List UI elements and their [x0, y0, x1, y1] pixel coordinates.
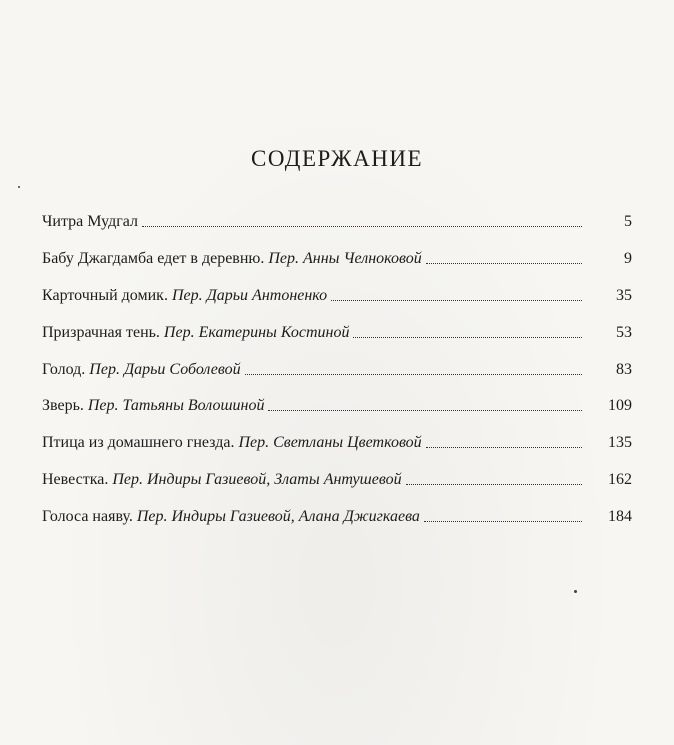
dot-leader: [424, 507, 582, 522]
page-number: 53: [616, 323, 632, 341]
paper-speck: [574, 590, 577, 593]
translator-credit: Пер. Екатерины Костиной: [163, 323, 350, 341]
translator-credit: Пер. Светланы Цветковой: [238, 434, 422, 452]
toc-entry: [42, 396, 632, 433]
toc-entry: [42, 323, 632, 360]
dot-leader: [406, 470, 582, 485]
toc-entry-text: [42, 212, 138, 232]
translator-credit: Пер. Дарьи Соболевой: [89, 360, 241, 378]
story-title: Бабу Джагдамба едет в деревню.: [42, 249, 269, 267]
toc-entry: [42, 507, 632, 544]
toc-entry: [42, 212, 632, 249]
page-number: 35: [616, 286, 632, 304]
page-number: 5: [624, 213, 632, 230]
toc-entry: [42, 249, 632, 286]
story-title: Призрачная тень.: [42, 323, 164, 341]
toc-entry-text: [42, 470, 402, 490]
page-number: 135: [608, 434, 632, 452]
translator-credit: Пер. Индиры Газиевой, Алана Джигкаева: [136, 508, 420, 526]
page-number: 9: [624, 249, 632, 267]
translator-credit: Пер. Анны Челноковой: [268, 249, 422, 267]
story-title: Карточный домик.: [42, 286, 172, 304]
toc-entry-text: [42, 433, 422, 453]
contents-heading: СОДЕРЖАНИЕ: [250, 146, 423, 171]
page-number: 162: [608, 471, 632, 489]
toc-entry: [42, 286, 632, 323]
page-number: 184: [608, 508, 632, 526]
table-of-contents: [42, 212, 632, 544]
story-title: Читра Мудгал: [42, 213, 138, 230]
story-title: Невестка.: [42, 471, 113, 489]
translator-credit: Пер. Индиры Газиевой, Златы Антушевой: [112, 471, 402, 489]
translator-credit: Пер. Дарьи Антоненко: [171, 286, 328, 304]
paper-speck: [18, 186, 20, 188]
story-title: Голод.: [42, 360, 90, 378]
toc-entry-text: [42, 286, 327, 306]
translator-credit: Пер. Татьяны Волошиной: [87, 397, 265, 415]
page-number: 109: [608, 397, 632, 415]
toc-entry-text: [42, 323, 349, 343]
story-title: Зверь.: [42, 397, 88, 415]
toc-entry-text: [42, 249, 422, 269]
dot-leader: [426, 433, 582, 448]
page-number: 83: [616, 360, 632, 378]
story-title: Голоса наяву.: [42, 508, 137, 526]
dot-leader: [142, 212, 582, 227]
toc-entry: [42, 433, 632, 470]
dot-leader: [331, 286, 582, 301]
story-title: Птица из домашнего гнезда.: [42, 434, 239, 452]
toc-entry-text: [42, 507, 420, 527]
dot-leader: [353, 323, 582, 338]
dot-leader: [268, 396, 582, 411]
toc-entry-text: [42, 396, 264, 416]
dot-leader: [426, 249, 582, 264]
toc-entry-text: [42, 360, 241, 380]
toc-entry: [42, 360, 632, 397]
dot-leader: [245, 360, 582, 375]
toc-entry: [42, 470, 632, 507]
